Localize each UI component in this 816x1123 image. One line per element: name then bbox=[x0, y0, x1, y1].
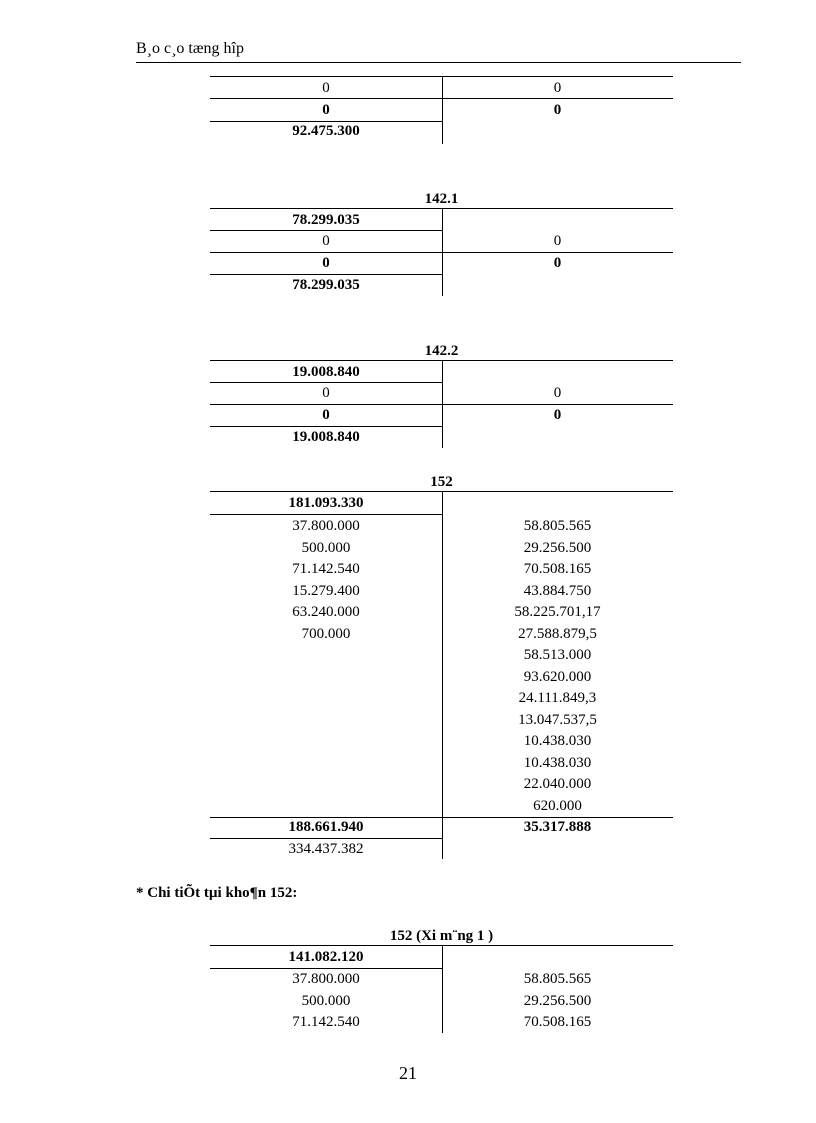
account-title: 152 (Xi m¨ng 1 ) bbox=[389, 928, 494, 944]
header-rule bbox=[136, 62, 741, 63]
debit-total: 0 bbox=[322, 255, 330, 271]
credit-total: 0 bbox=[553, 407, 562, 423]
report-header-title: B¸o c¸o tæng hîp bbox=[136, 40, 244, 57]
rule bbox=[210, 514, 442, 515]
debit-entry: 500.000 bbox=[301, 992, 351, 1009]
credit-entry: 58.225.701,17 bbox=[514, 604, 601, 620]
rule bbox=[210, 98, 673, 99]
debit-entry: 0 bbox=[322, 385, 330, 401]
closing-balance: 92.475.300 bbox=[292, 123, 360, 139]
credit-entry: 58.513.000 bbox=[523, 647, 592, 663]
account-title: 142.2 bbox=[424, 343, 459, 359]
debit-total: 188.661.940 bbox=[288, 819, 364, 835]
debit-entry: 71.142.540 bbox=[292, 561, 360, 577]
debit-total: 0 bbox=[322, 407, 330, 423]
credit-total: 0 bbox=[553, 102, 562, 118]
credit-entry: 29.256.500 bbox=[523, 992, 592, 1009]
debit-entry: 37.800.000 bbox=[292, 971, 360, 987]
closing-balance: 19.008.840 bbox=[292, 429, 360, 445]
debit-total: 0 bbox=[322, 102, 330, 118]
credit-entry: 43.884.750 bbox=[523, 582, 592, 599]
credit-entry: 10.438.030 bbox=[523, 733, 592, 749]
credit-entry: 0 bbox=[553, 80, 562, 96]
debit-entry: 71.142.540 bbox=[292, 1014, 360, 1030]
detail-note: * Chi tiÕt tµi kho¶n 152: bbox=[136, 885, 298, 901]
debit-entry: 700.000 bbox=[301, 625, 351, 642]
credit-entry: 0 bbox=[553, 385, 562, 401]
credit-entry: 58.805.565 bbox=[523, 518, 592, 534]
opening-balance: 181.093.330 bbox=[288, 495, 364, 511]
debit-entry: 0 bbox=[322, 80, 330, 96]
credit-entry: 58.805.565 bbox=[523, 971, 592, 987]
opening-balance: 78.299.035 bbox=[292, 212, 360, 228]
debit-entry: 15.279.400 bbox=[292, 582, 360, 599]
closing-balance: 78.299.035 bbox=[292, 277, 360, 293]
debit-entry: 0 bbox=[322, 233, 330, 249]
credit-entry: 70.508.165 bbox=[523, 561, 592, 577]
credit-entry: 24.111.849,3 bbox=[518, 690, 597, 706]
credit-entry: 22.040.000 bbox=[523, 776, 592, 792]
account-title: 142.1 bbox=[424, 191, 459, 207]
debit-entry: 63.240.000 bbox=[292, 604, 360, 620]
credit-entry: 27.588.879,5 bbox=[518, 625, 597, 642]
credit-entry: 10.438.030 bbox=[523, 754, 592, 771]
credit-total: 35.317.888 bbox=[523, 819, 592, 835]
opening-balance: 141.082.120 bbox=[288, 949, 364, 965]
credit-entry: 0 bbox=[553, 233, 562, 249]
credit-entry: 29.256.500 bbox=[523, 539, 592, 556]
credit-total: 0 bbox=[553, 255, 562, 271]
debit-entry: 500.000 bbox=[301, 539, 351, 556]
page-number: 21 bbox=[399, 1063, 417, 1083]
opening-balance: 19.008.840 bbox=[292, 364, 360, 380]
closing-balance: 334.437.382 bbox=[288, 841, 364, 857]
credit-entry: 70.508.165 bbox=[523, 1014, 592, 1030]
debit-entry: 37.800.000 bbox=[292, 518, 360, 534]
credit-entry: 620.000 bbox=[533, 797, 582, 814]
account-title: 152 bbox=[430, 474, 453, 490]
credit-entry: 93.620.000 bbox=[523, 668, 592, 685]
credit-entry: 13.047.537,5 bbox=[518, 711, 597, 728]
